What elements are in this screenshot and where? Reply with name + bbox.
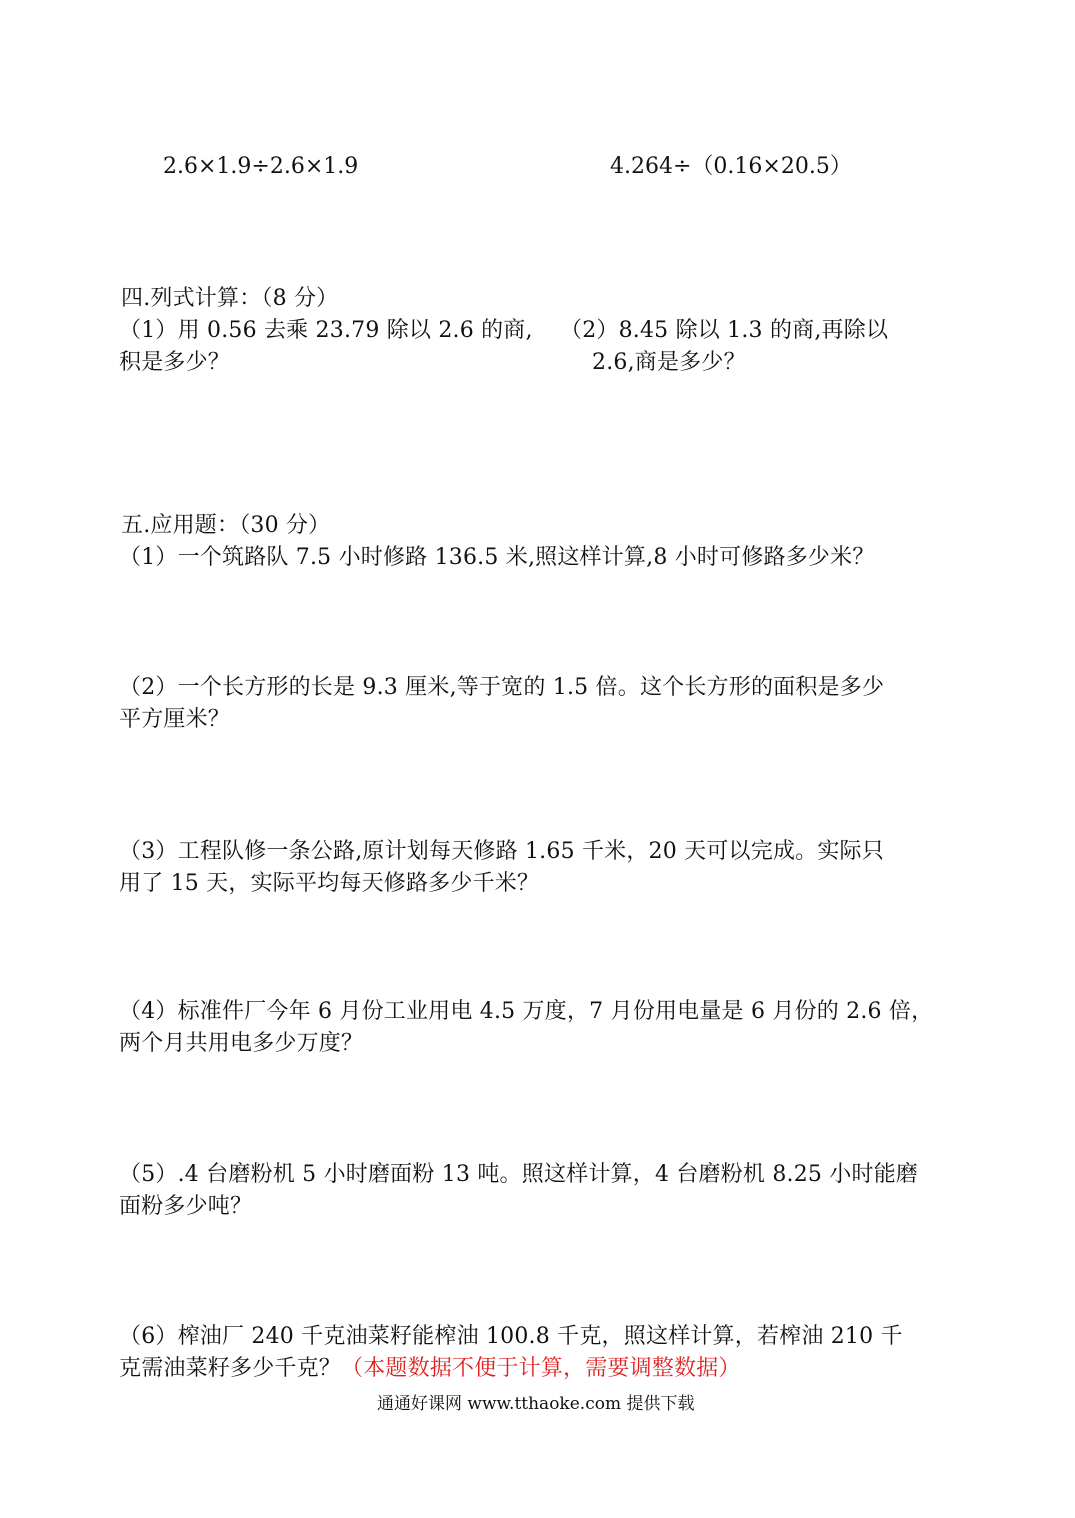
section-4-question-1-line-2: 积是多少？	[119, 350, 231, 375]
section-5-question-6-line-1: （6）榨油厂 240 千克油菜籽能榨油 100.8 千克，照这样计算，若榨油 210 千	[119, 1324, 903, 1349]
section-5-question-6-text: 克需油菜籽多少千克？	[119, 1356, 342, 1381]
section-5-question-1-line-1: （1）一个筑路队 7.5 小时修路 136.5 米,照这样计算,8 小时可修路多少米？	[119, 545, 875, 570]
section-4-question-1-line-1: （1）用 0.56 去乘 23.79 除以 2.6 的商,	[119, 318, 533, 343]
section-5-question-6-line-2	[119, 1354, 741, 1384]
footer-source: 通通好课网 www.tthaoke.com 提供下载	[377, 1394, 695, 1414]
section-5-question-2-line-1: （2）一个长方形的长是 9.3 厘米,等于宽的 1.5 倍。这个长方形的面积是多少	[119, 675, 885, 700]
section-5-question-4-line-1: （4）标准件厂今年 6 月份工业用电 4.5 万度，7 月份用电量是 6 月份的 2.6 倍，	[119, 999, 934, 1024]
section-5-question-5-line-2: 面粉多少吨？	[119, 1194, 253, 1219]
section-4-question-2-line-2: 2.6,商是多少？	[592, 350, 746, 375]
section-5-question-6-note: （本题数据不便于计算，需要调整数据）	[341, 1356, 741, 1381]
section-5-title: 五.应用题：（30 分）	[121, 513, 331, 538]
expression-left: 2.6×1.9÷2.6×1.9	[163, 154, 359, 179]
section-5-question-3-line-2: 用了 15 天，实际平均每天修路多少千米？	[119, 871, 540, 896]
section-4-title: 四.列式计算：（8 分）	[121, 286, 339, 311]
section-5-question-5-line-1: （5）.4 台磨粉机 5 小时磨面粉 13 吨。照这样计算，4 台磨粉机 8.25 小时能磨	[119, 1162, 919, 1187]
section-4-question-2-line-1: （2）8.45 除以 1.3 的商,再除以	[560, 318, 889, 343]
section-5-question-3-line-1: （3）工程队修一条公路,原计划每天修路 1.65 千米，20 天可以完成。实际只	[119, 839, 884, 864]
section-5-question-2-line-2: 平方厘米？	[119, 707, 231, 732]
section-5-question-4-line-2: 两个月共用电多少万度？	[119, 1031, 364, 1056]
expression-right: 4.264÷（0.16×20.5）	[610, 154, 852, 179]
